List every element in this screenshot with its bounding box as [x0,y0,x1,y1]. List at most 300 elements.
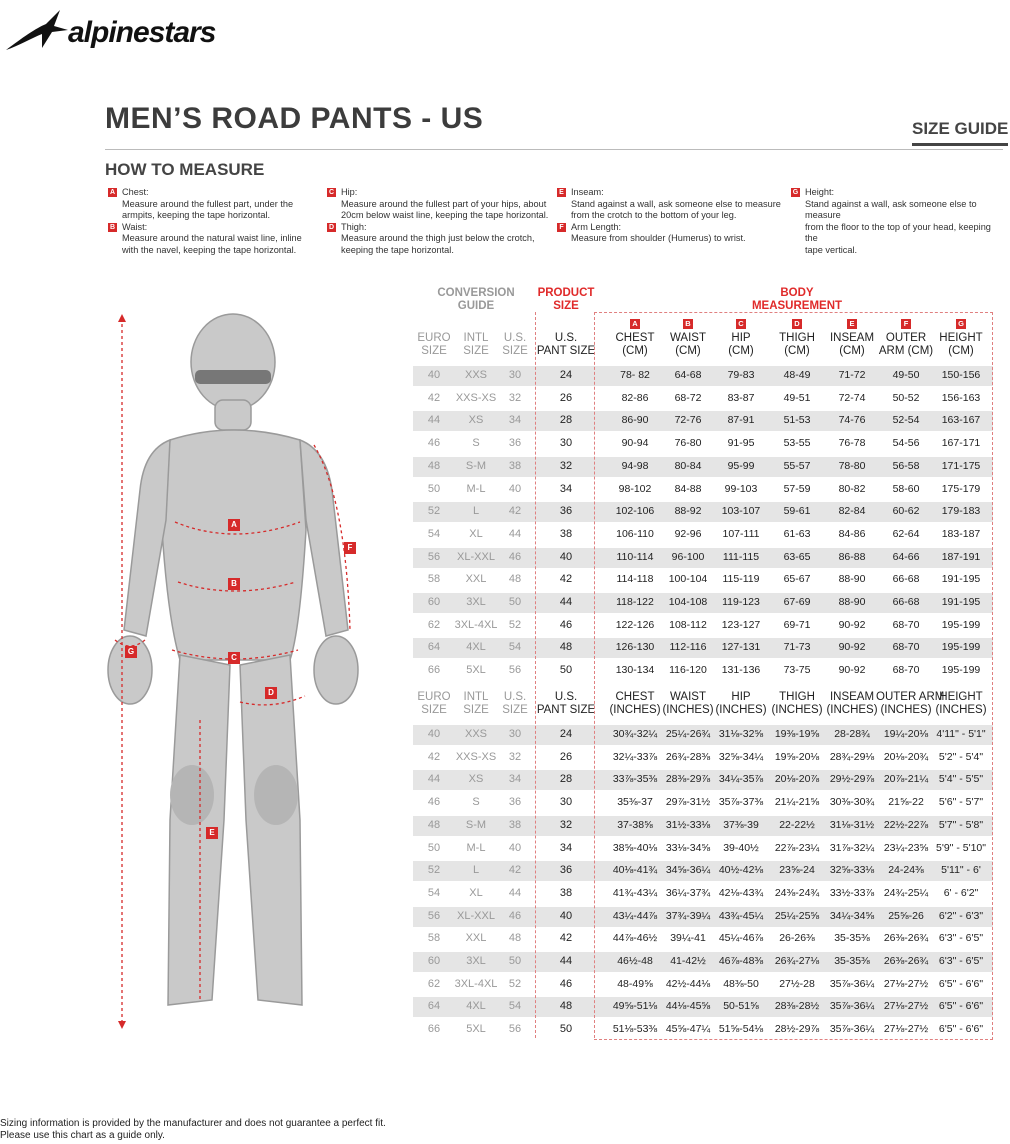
table-cell: 130-134 [615,664,655,677]
column-header: U.S. SIZE [502,691,528,716]
table-cell: 28⅜-28½ [774,1000,820,1013]
table-cell: 44 [427,773,441,786]
table-cell: 5'6" - 5'7" [938,796,984,809]
table-cell: 32⅝-33⅛ [829,864,875,877]
table-cell: 67-69 [783,596,811,608]
table-cell: 32⅝-34¼ [718,750,764,763]
table-cell: 42½-44⅛ [665,977,711,990]
footer-line-1: Sizing information is provided by the manufacturer and does not guarantee a perfect fit. [0,1118,386,1129]
table-cell: 103-107 [721,505,761,518]
table-cell: 6'5" - 6'6" [938,1000,984,1013]
table-cell: 49-50 [892,369,920,381]
table-cell: XXL [465,573,487,586]
table-cell: 25¼-26¾ [665,728,711,740]
table-cell: S [472,796,480,809]
table-cell: 46 [559,618,573,631]
table-cell: 44 [427,414,441,427]
table-cell: 48-49⅝ [617,977,653,990]
table-cell: 22½-22⅞ [883,818,929,831]
table-cell: 30 [508,369,522,381]
header-letter-badge: G [951,317,971,329]
how-to-measure-heading: HOW TO MEASURE [105,160,265,179]
table-cell: 21⅝-22 [888,796,924,809]
table-cell: 28¾-29⅛ [829,750,875,763]
table-cell: 27⅛-27½ [883,977,929,990]
table-cell: 95-99 [727,459,755,472]
table-cell: 42 [427,391,441,404]
table-cell: 32 [559,818,573,831]
instruction-height: G Height: [792,187,835,197]
table-cell: 74-76 [838,414,866,427]
table-cell: S-M [465,459,487,472]
table-cell: 122-126 [615,618,655,631]
table-cell: 108-112 [669,618,707,631]
table-cell: 41-42½ [670,955,706,967]
table-cell: 163-167 [941,414,981,427]
table-cell: 24 [559,728,573,740]
table-cell: 195-199 [941,641,981,654]
table-cell: 35⅜-37 [617,796,653,809]
table-cell: XL-XXL [457,909,495,922]
table-cell: 39-40½ [723,841,759,854]
table-cell: 39¼-41 [670,932,706,945]
table-cell: 46⅞-48⅜ [718,955,764,967]
column-header: INSEAM (INCHES) [826,691,878,716]
table-cell: 50 [559,1023,573,1036]
table-cell: 60 [427,596,441,608]
table-cell: 38 [559,886,573,899]
table-cell: 106-110 [616,527,654,540]
instruction-waist: B Waist: [109,221,148,232]
table-cell: 112-116 [669,641,707,654]
table-cell: 26 [559,391,573,404]
table-cell: 44⅞-46½ [612,932,658,945]
instruction-chest: A Chest: [109,187,149,197]
instructions-col-3: E Inseam: Stand against a wall, ask someone else to measure from the crotch to the bottom of your leg. F Arm Length: Measure from shoulder (Humerus) to wrist. [557,187,787,245]
table-cell: 63-65 [783,550,811,563]
table-cell: 40 [559,550,573,563]
table-cell: 191-195 [941,596,981,608]
table-cell: 50-51⅝ [723,1000,759,1013]
header-letter-badge: D [787,317,807,329]
table-cell: 5'2" - 5'4" [938,750,984,763]
table-cell: 71-73 [783,641,811,654]
size-guide-tab[interactable]: SIZE GUIDE [912,119,1008,146]
table-cell: 46 [508,909,522,922]
table-cell: 191-195 [941,573,981,586]
table-cell: 31⅞-32¼ [829,841,875,854]
column-header: INSEAM (CM) [829,332,875,357]
table-cell: 6'5" - 6'6" [938,1023,984,1036]
table-cell: 48 [508,932,522,945]
table-cell: 84-86 [838,527,866,540]
table-cell: 110-114 [616,550,654,563]
table-cell: 24¾-25¼ [883,886,929,899]
table-cell: 48 [559,641,573,654]
table-cell: 34¼-34⅝ [829,909,875,922]
table-cell: 31⅛-32⅝ [718,728,764,740]
instructions-col-4: G Height: Stand against a wall, ask someone else to measure from the floor to the top of your head, keeping the tape vertical. [791,187,1006,256]
table-cell: 78- 82 [620,369,650,381]
table-cell: 71-72 [838,369,866,381]
table-cell: 25⅝-26 [888,909,924,922]
table-cell: 40 [508,482,522,495]
table-cell: 48 [427,459,441,472]
table-cell: 4XL [466,1000,486,1013]
table-cell: 54 [427,886,441,899]
table-cell: 73-75 [783,664,811,677]
table-cell: 40⅛-41¾ [612,864,658,877]
column-header: THIGH (INCHES) [771,691,823,716]
table-cell: 79-83 [727,369,755,381]
table-cell: 49⅝-51⅛ [612,1000,658,1013]
table-cell: 64-66 [892,550,920,563]
table-cell: 29⅞-31½ [665,796,711,809]
table-cell: 114-118 [616,573,654,586]
table-cell: 34⅝-36¼ [665,864,711,877]
instruction-arm-length: F Arm Length: [557,222,787,234]
table-cell: 86-90 [621,414,649,427]
table-cell: XL-XXL [457,550,495,563]
table-cell: 116-120 [669,664,707,677]
table-cell: 32 [508,391,522,404]
header-letter-badge: A [625,317,645,329]
table-cell: 20⅛-20¾ [883,750,929,763]
table-cell: 31½-33⅛ [665,818,711,831]
column-header: HEIGHT (CM) [939,332,983,357]
table-cell: 56 [427,550,441,563]
table-cell: 44⅛-45⅝ [665,1000,711,1013]
table-cell: 60-62 [892,505,920,518]
table-cell: 43¾-45¼ [718,909,764,922]
table-cell: 28½-29⅞ [774,1023,820,1036]
product-size-column-border [535,312,595,1038]
table-cell: 27½-28 [779,977,815,990]
table-cell: 123-127 [721,618,761,631]
table-cell: 171-175 [941,459,981,472]
table-cell: 6'3" - 6'5" [938,932,984,945]
brand-logo [2,2,282,58]
table-cell: 3XL [466,596,486,608]
table-cell: 49-51 [783,391,811,404]
table-cell: 19⅝-20⅛ [774,750,820,763]
table-cell: 46½-48 [617,955,653,967]
table-cell: 56-58 [892,459,920,472]
table-cell: 34¼-35⅞ [718,773,764,786]
table-cell: 30¾-32¼ [612,728,658,740]
table-cell: 40 [427,369,441,381]
table-cell: 36 [559,505,573,518]
table-cell: 33½-33⅞ [829,886,875,899]
table-cell: 22⅞-23¼ [774,841,820,854]
table-cell: 5XL [466,664,486,677]
table-cell: 42⅛-43¾ [718,886,764,899]
table-cell: 50 [508,596,522,608]
table-cell: 30 [559,796,573,809]
table-cell: 38 [508,818,522,831]
table-cell: 40 [427,728,441,740]
table-cell: 175-179 [941,482,981,495]
table-cell: S [472,437,480,450]
table-cell: 3XL-4XL [454,977,498,990]
table-cell: 46 [508,550,522,563]
table-cell: 5XL [466,1023,486,1036]
table-cell: 42 [559,573,573,586]
table-cell: 6'2" - 6'3" [938,909,984,922]
table-cell: 20⅛-20⅞ [774,773,820,786]
table-cell: 48 [427,818,441,831]
table-cell: 179-183 [941,505,981,518]
column-header: WAIST (CM) [670,332,706,357]
table-cell: 23¼-23⅝ [883,841,929,854]
table-cell: 88-90 [838,573,866,586]
table-cell: 65-67 [783,573,811,586]
table-cell: 26¾-28⅜ [665,750,711,763]
header-letter-badge: B [678,317,698,329]
table-cell: 46 [559,977,573,990]
table-cell: 72-74 [838,391,866,404]
table-cell: 21¼-21⅝ [774,796,820,809]
table-cell: 54-56 [892,437,920,450]
header-letter-badge: E [842,317,862,329]
table-cell: 87-91 [727,414,755,427]
figure-label-c: C [228,647,240,665]
table-cell: L [472,864,480,877]
figure-label-g: G [125,641,137,659]
table-cell: 26 [559,750,573,763]
table-cell: 52-54 [892,414,920,427]
star-logo-icon [2,2,72,58]
table-cell: 82-84 [838,505,866,518]
table-cell: 30 [508,728,522,740]
table-cell: 26-26⅜ [779,932,815,945]
column-header: OUTER ARM (INCHES) [876,691,945,716]
column-header: INTL SIZE [463,332,489,357]
figure-label-f: F [344,537,356,555]
table-cell: 44 [508,886,522,899]
table-cell: 66 [427,664,441,677]
table-cell: XL [469,886,483,899]
table-cell: 56 [508,664,522,677]
table-cell: 44 [559,596,573,608]
table-cell: 20⅞-21¼ [883,773,929,786]
table-cell: 48-49 [783,369,811,381]
footer-line-2: Please use this chart as a guide only. [0,1130,165,1141]
column-header: INTL SIZE [463,691,489,716]
table-cell: XL [469,527,483,540]
table-cell: 88-90 [838,596,866,608]
footer-disclaimer [0,1118,386,1142]
instruction-thigh: D Thigh: [328,221,367,232]
table-cell: 34 [508,414,522,427]
column-header: HIP (CM) [728,332,754,357]
table-cell: 32¼-33⅞ [612,750,658,763]
table-cell: 72-76 [674,414,702,427]
table-cell: 4'11" - 5'1" [936,728,986,740]
table-cell: 96-100 [671,550,705,563]
table-cell: 56 [508,1023,522,1036]
table-cell: 84-88 [674,482,702,495]
table-cell: 58 [427,573,441,586]
table-cell: 50-52 [892,391,920,404]
table-cell: 80-82 [838,482,866,495]
table-cell: 6'5" - 6'6" [938,977,984,990]
table-cell: 118-122 [616,596,654,608]
table-cell: 38 [508,459,522,472]
table-cell: 156-163 [941,391,981,404]
table-cell: 35-35⅜ [834,932,870,945]
table-cell: 183-187 [941,527,981,540]
table-cell: 42 [508,864,522,877]
table-cell: 26¾-27⅛ [774,955,820,967]
table-cell: 76-80 [674,437,702,450]
table-cell: 50 [427,841,441,854]
table-cell: 48 [559,1000,573,1013]
table-cell: 115-119 [722,573,760,586]
figure-label-e: E [206,822,218,840]
table-cell: 64-68 [674,369,702,381]
table-cell: 33⅞-35⅜ [612,773,658,786]
table-cell: 3XL [466,955,486,967]
table-cell: XS [468,414,484,427]
table-cell: 86-88 [838,550,866,563]
table-cell: 46 [427,796,441,809]
table-cell: 52 [508,977,522,990]
table-cell: 26⅜-26¾ [883,955,929,967]
table-cell: 69-71 [783,618,811,631]
table-cell: 126-130 [615,641,655,654]
table-cell: 28-28¾ [834,728,870,740]
table-cell: 45⅝-47¼ [665,1023,711,1036]
table-cell: 35⅞-36¼ [829,977,875,990]
table-cell: 35⅞-36¼ [829,1000,875,1013]
table-cell: 60 [427,955,441,967]
table-cell: XXS [464,369,487,381]
table-cell: 68-70 [892,641,920,654]
table-cell: 26⅜-26¾ [883,932,929,945]
page-title: MEN’S ROAD PANTS - US [105,102,484,135]
table-cell: XXS-XS [455,750,497,763]
table-cell: XXL [465,932,487,945]
table-cell: 90-94 [621,437,649,450]
table-cell: 48 [508,573,522,586]
table-cell: 35⅞-37⅜ [718,796,764,809]
table-cell: 36 [508,437,522,450]
figure-label-d: D [265,682,277,700]
table-cell: 31⅛-31½ [829,818,875,831]
figure-label-a: A [228,514,240,532]
table-cell: 90-92 [838,641,866,654]
header-letter-badge: F [896,317,916,329]
table-cell: 127-131 [721,641,761,654]
column-header: U.S. SIZE [502,332,528,357]
table-cell: 66-68 [892,596,920,608]
instruction-hip: C Hip: [328,187,358,197]
column-header: HEIGHT (INCHES) [935,691,987,716]
table-cell: 5'9" - 5'10" [936,841,986,854]
instruction-inseam: E Inseam: [557,187,787,199]
table-cell: 43¼-44⅞ [612,909,658,922]
figure-label-b: B [228,573,240,591]
table-cell: 46 [427,437,441,450]
table-cell: 131-136 [721,664,761,677]
table-cell: S-M [465,818,487,831]
table-cell: 36¼-37¾ [665,886,711,899]
table-cell: 54 [427,527,441,540]
table-cell: 29½-29⅞ [829,773,875,786]
table-cell: 4XL [466,641,486,654]
table-cell: 35⅞-36¼ [829,1023,875,1036]
table-cell: 64 [427,641,441,654]
table-cell: 61-63 [783,527,811,540]
column-header: CHEST (INCHES) [609,691,661,716]
table-cell: XXS-XS [455,391,497,404]
table-cell: 23⅝-24 [779,864,815,877]
table-cell: 195-199 [941,664,981,677]
table-cell: 6' - 6'2" [943,886,979,899]
table-cell: 68-70 [892,664,920,677]
table-cell: 5'7" - 5'8" [938,818,984,831]
table-cell: XXS [464,728,487,740]
table-cell: 91-95 [727,437,755,450]
table-cell: 78-80 [838,459,866,472]
column-header: EURO SIZE [417,691,451,716]
table-cell: L [472,505,480,518]
table-cell: 52 [427,505,441,518]
table-cell: 104-108 [668,596,708,608]
instructions-col-2: C Hip: Measure around the fullest part of your hips, about 20cm below waist line, keeping the tape horizontal. D Thigh: Measure around the thigh just below the crotch, keeping the tape horizontal. [327,187,557,256]
table-cell: 94-98 [621,459,649,472]
table-cell: 57-59 [783,482,811,495]
table-cell: 51⅝-54⅛ [718,1023,764,1036]
table-cell: 24 [559,369,573,381]
table-cell: 38⅝-40⅛ [612,841,658,854]
table-cell: 45¼-46⅞ [718,932,764,945]
table-cell: 42 [508,505,522,518]
table-cell: 37⅜-39 [723,818,759,831]
table-cell: 24-24⅜ [888,864,924,877]
table-cell: 25¼-25⅝ [774,909,820,922]
table-cell: 35-35⅜ [834,955,870,967]
table-cell: 5'4" - 5'5" [938,773,984,786]
table-cell: 37-38⅝ [617,818,653,831]
table-cell: 36 [508,796,522,809]
table-cell: 62 [427,977,441,990]
divider [105,149,1003,150]
brand-wordmark: alpinestars [68,16,216,49]
table-cell: 90-92 [838,664,866,677]
table-cell: 42 [427,750,441,763]
table-cell: 30 [559,437,573,450]
table-cell: 36 [559,864,573,877]
table-cell: 58-60 [892,482,920,495]
table-cell: 68-70 [892,618,920,631]
table-cell: 50 [427,482,441,495]
table-cell: 59-61 [783,505,811,518]
table-cell: 50 [508,955,522,967]
table-cell: 98-102 [618,482,652,495]
table-cell: 58 [427,932,441,945]
product-size-header: PRODUCT SIZE [537,287,595,312]
table-cell: 111-115 [722,550,760,563]
table-cell: 68-72 [674,391,702,404]
header-letter-badge: C [731,317,751,329]
measurement-markers [100,300,370,1040]
table-cell: 62-64 [892,527,920,540]
table-cell: M-L [466,841,486,854]
table-cell: 119-123 [722,596,760,608]
table-cell: 42 [559,932,573,945]
